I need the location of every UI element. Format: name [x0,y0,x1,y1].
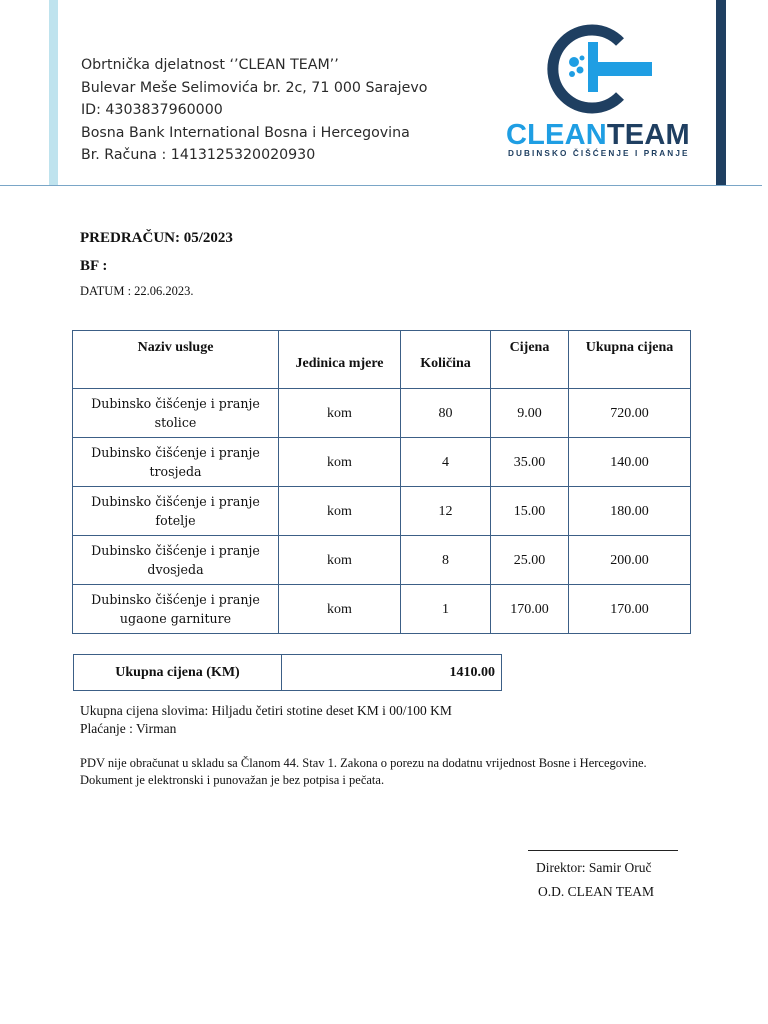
unit-cell: kom [279,438,401,487]
total-cell: 180.00 [569,487,691,536]
header-accent-bar-left [49,0,58,186]
vat-note: PDV nije obračunat u skladu sa Članom 44. Stav 1. Zakona o porezu na dodatnu vrijednost Bosne i Hercegovine. [80,756,647,770]
company-logo [504,24,696,164]
price-cell: 170.00 [491,585,569,634]
service-name-line: ugaone garniture [119,611,232,626]
company-name: Obrtnička djelatnost ‘’CLEAN TEAM’’ [81,57,339,73]
company-account: Br. Računa : 1413125320020930 [81,147,316,163]
company-info [81,54,427,167]
service-name-cell [73,585,279,634]
logo-tagline: DUBINSKO ČIŠĆENJE I PRANJE [508,149,690,158]
unit-cell: kom [279,487,401,536]
firm-name: O.D. CLEAN TEAM [538,884,654,899]
validity-note: Dokument je elektronski i punovažan je bez potpisa i pečata. [80,773,385,787]
document-date: DATUM : 22.06.2023. [80,284,194,298]
header-divider [0,185,762,186]
price-cell: 9.00 [491,389,569,438]
company-bank: Bosna Bank International Bosna i Hercegovina [81,124,410,141]
company-id: ID: 4303837960000 [81,102,223,118]
logo-word-clean: CLEAN [506,119,607,151]
total-cell: 170.00 [569,585,691,634]
payment-method: Plaćanje : Virman [80,721,177,736]
signature-line [528,850,678,851]
unit-cell: kom [279,585,401,634]
service-name-cell [73,536,279,585]
header-total: Ukupna cijena [569,331,691,389]
table-row [73,536,691,585]
service-name-cell [73,389,279,438]
total-cell: 140.00 [569,438,691,487]
cleaning-brush-logo-icon [504,24,696,120]
service-name-line: Dubinsko čišćenje i pranje [91,592,260,607]
quantity-cell: 80 [401,389,491,438]
price-cell: 15.00 [491,487,569,536]
header-price: Cijena [491,331,569,389]
header-service-name: Naziv usluge [73,331,279,389]
quantity-cell: 8 [401,536,491,585]
service-name-line: Dubinsko čišćenje i pranje [91,396,260,411]
price-cell: 25.00 [491,536,569,585]
logo-word-team: TEAM [606,119,690,151]
unit-cell: kom [279,536,401,585]
amount-in-words: Ukupna cijena slovima: Hiljadu četiri stotine deset KM i 00/100 KM [80,703,452,718]
service-name-line: dvosjeda [147,562,204,577]
service-name-line: trosjeda [149,464,202,479]
bf-label: BF : [80,258,108,274]
service-name-line: Dubinsko čišćenje i pranje [91,445,260,460]
service-name-line: stolice [154,415,197,430]
table-row [73,487,691,536]
quantity-cell: 4 [401,438,491,487]
company-address: Bulevar Meše Selimovića br. 2c, 71 000 Sarajevo [81,79,428,96]
total-cell: 720.00 [569,389,691,438]
service-name-line: fotelje [155,513,196,528]
table-row [73,389,691,438]
payment-info [80,702,452,738]
document-title: PREDRAČUN: 05/2023 [80,230,233,246]
grand-total-table [73,654,502,691]
quantity-cell: 1 [401,585,491,634]
table-row [73,438,691,487]
service-name-cell [73,487,279,536]
table-row [73,585,691,634]
service-name-cell [73,438,279,487]
header-quantity: Količina [401,331,491,389]
logo-wordmark [506,119,690,152]
service-name-line: Dubinsko čišćenje i pranje [91,543,260,558]
grand-total-value: 1410.00 [282,655,502,691]
header-unit: Jedinica mjere [279,331,401,389]
director-name: Direktor: Samir Oruč [536,860,652,875]
total-cell: 200.00 [569,536,691,585]
table-header-row [73,331,691,389]
legal-notes [80,755,647,789]
grand-total-label: Ukupna cijena (KM) [74,655,282,691]
service-name-line: Dubinsko čišćenje i pranje [91,494,260,509]
grand-total-row [74,655,502,691]
items-table [72,330,691,634]
price-cell: 35.00 [491,438,569,487]
unit-cell: kom [279,389,401,438]
quantity-cell: 12 [401,487,491,536]
header-accent-bar-right [716,0,726,186]
